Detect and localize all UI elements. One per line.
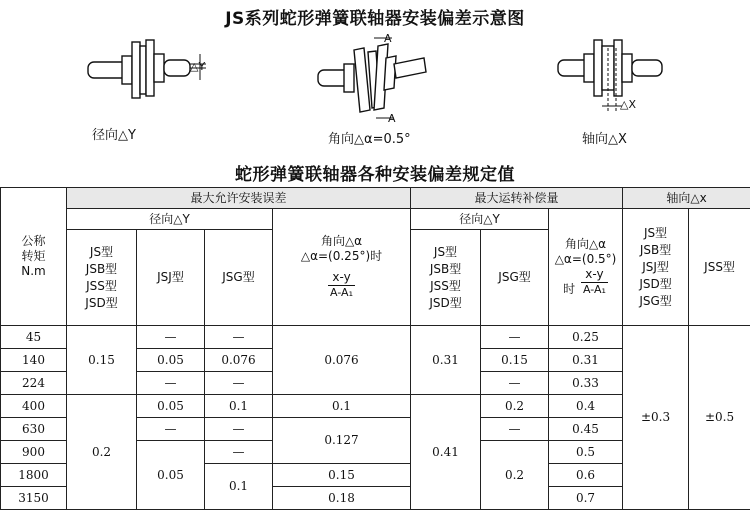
- value-cell: ±0.5: [689, 326, 750, 510]
- value-cell: 0.6: [549, 464, 623, 487]
- page-title: JS系列蛇形弹簧联轴器安装偏差示意图: [225, 9, 525, 29]
- angular-misalignment-figure: [314, 34, 454, 124]
- running-compensation-header: 最大运转补偿量: [411, 188, 623, 209]
- running-radial-header: 径向△Y: [411, 209, 549, 230]
- value-cell: 0.15: [273, 464, 411, 487]
- value-cell: 0.33: [549, 372, 623, 395]
- value-cell: —: [137, 372, 205, 395]
- value-cell: 0.31: [411, 326, 481, 395]
- value-cell: —: [137, 326, 205, 349]
- axial-caption: 轴向△X: [582, 132, 627, 147]
- value-cell: 0.1: [205, 464, 273, 510]
- install-error-header: 最大允许安装误差: [67, 188, 411, 209]
- radial-diagram: [82, 34, 232, 146]
- value-cell: 0.076: [205, 349, 273, 372]
- axial-types-header: JS型 JSB型 JSJ型 JSD型 JSG型: [623, 209, 689, 326]
- value-cell: 0.2: [67, 395, 137, 510]
- install-jsj-header: JSJ型: [137, 230, 205, 326]
- torque-cell: 45: [1, 326, 67, 349]
- value-cell: —: [137, 418, 205, 441]
- angular-diagram: [314, 34, 464, 146]
- value-cell: —: [205, 441, 273, 464]
- axial-diagram: [552, 34, 702, 146]
- torque-cell: 140: [1, 349, 67, 372]
- install-radial-header: 径向△Y: [67, 209, 273, 230]
- value-cell: —: [481, 372, 549, 395]
- value-cell: 0.05: [137, 441, 205, 510]
- value-cell: 0.7: [549, 487, 623, 510]
- running-angular-header: 角向△α △α=(0.5°) 时 $\frac{x-y}{\text{A-A₁}}$: [549, 209, 623, 326]
- table-row: [1, 326, 750, 349]
- value-cell: ±0.3: [623, 326, 689, 510]
- radial-misalignment-figure: [82, 34, 232, 114]
- angular-marker-bottom: A: [388, 112, 396, 125]
- deviation-table: [0, 187, 750, 510]
- table-title: 蛇形弹簧联轴器各种安装偏差规定值: [235, 165, 515, 185]
- value-cell: 0.05: [137, 349, 205, 372]
- axial-header: 轴向△x: [623, 188, 750, 209]
- value-cell: 0.05: [137, 395, 205, 418]
- value-cell: —: [205, 418, 273, 441]
- torque-header: 公称 转矩 N.m: [1, 188, 67, 326]
- value-cell: 0.31: [549, 349, 623, 372]
- radial-marker: △Y: [190, 60, 206, 73]
- torque-cell: 1800: [1, 464, 67, 487]
- value-cell: 0.45: [549, 418, 623, 441]
- torque-cell: 3150: [1, 487, 67, 510]
- value-cell: 0.15: [67, 326, 137, 395]
- value-cell: 0.2: [481, 395, 549, 418]
- angular-marker-top: A: [384, 32, 392, 45]
- install-jsg-header: JSG型: [205, 230, 273, 326]
- angular-caption: 角向△α=0.5°: [328, 132, 411, 147]
- install-angular-header: 角向△α △α=(0.25°)时 $\frac{x-y}{\text{A-A₁}}$: [273, 209, 411, 326]
- value-cell: 0.5: [549, 441, 623, 464]
- value-cell: —: [205, 372, 273, 395]
- value-cell: 0.2: [481, 441, 549, 510]
- radial-caption: 径向△Y: [92, 128, 136, 143]
- value-cell: —: [205, 326, 273, 349]
- running-jsg-header: JSG型: [481, 230, 549, 326]
- torque-cell: 630: [1, 418, 67, 441]
- value-cell: 0.1: [205, 395, 273, 418]
- running-types-header: JS型 JSB型 JSS型 JSD型: [411, 230, 481, 326]
- torque-cell: 900: [1, 441, 67, 464]
- install-types-header: JS型 JSB型 JSS型 JSD型: [67, 230, 137, 326]
- value-cell: 0.18: [273, 487, 411, 510]
- value-cell: —: [481, 418, 549, 441]
- axial-marker: △X: [620, 98, 636, 111]
- value-cell: —: [481, 326, 549, 349]
- torque-cell: 224: [1, 372, 67, 395]
- value-cell: 0.076: [273, 326, 411, 395]
- value-cell: 0.25: [549, 326, 623, 349]
- value-cell: 0.1: [273, 395, 411, 418]
- value-cell: 0.4: [549, 395, 623, 418]
- value-cell: 0.127: [273, 418, 411, 464]
- value-cell: 0.41: [411, 395, 481, 510]
- torque-cell: 400: [1, 395, 67, 418]
- value-cell: 0.15: [481, 349, 549, 372]
- axial-jss-header: JSS型: [689, 209, 750, 326]
